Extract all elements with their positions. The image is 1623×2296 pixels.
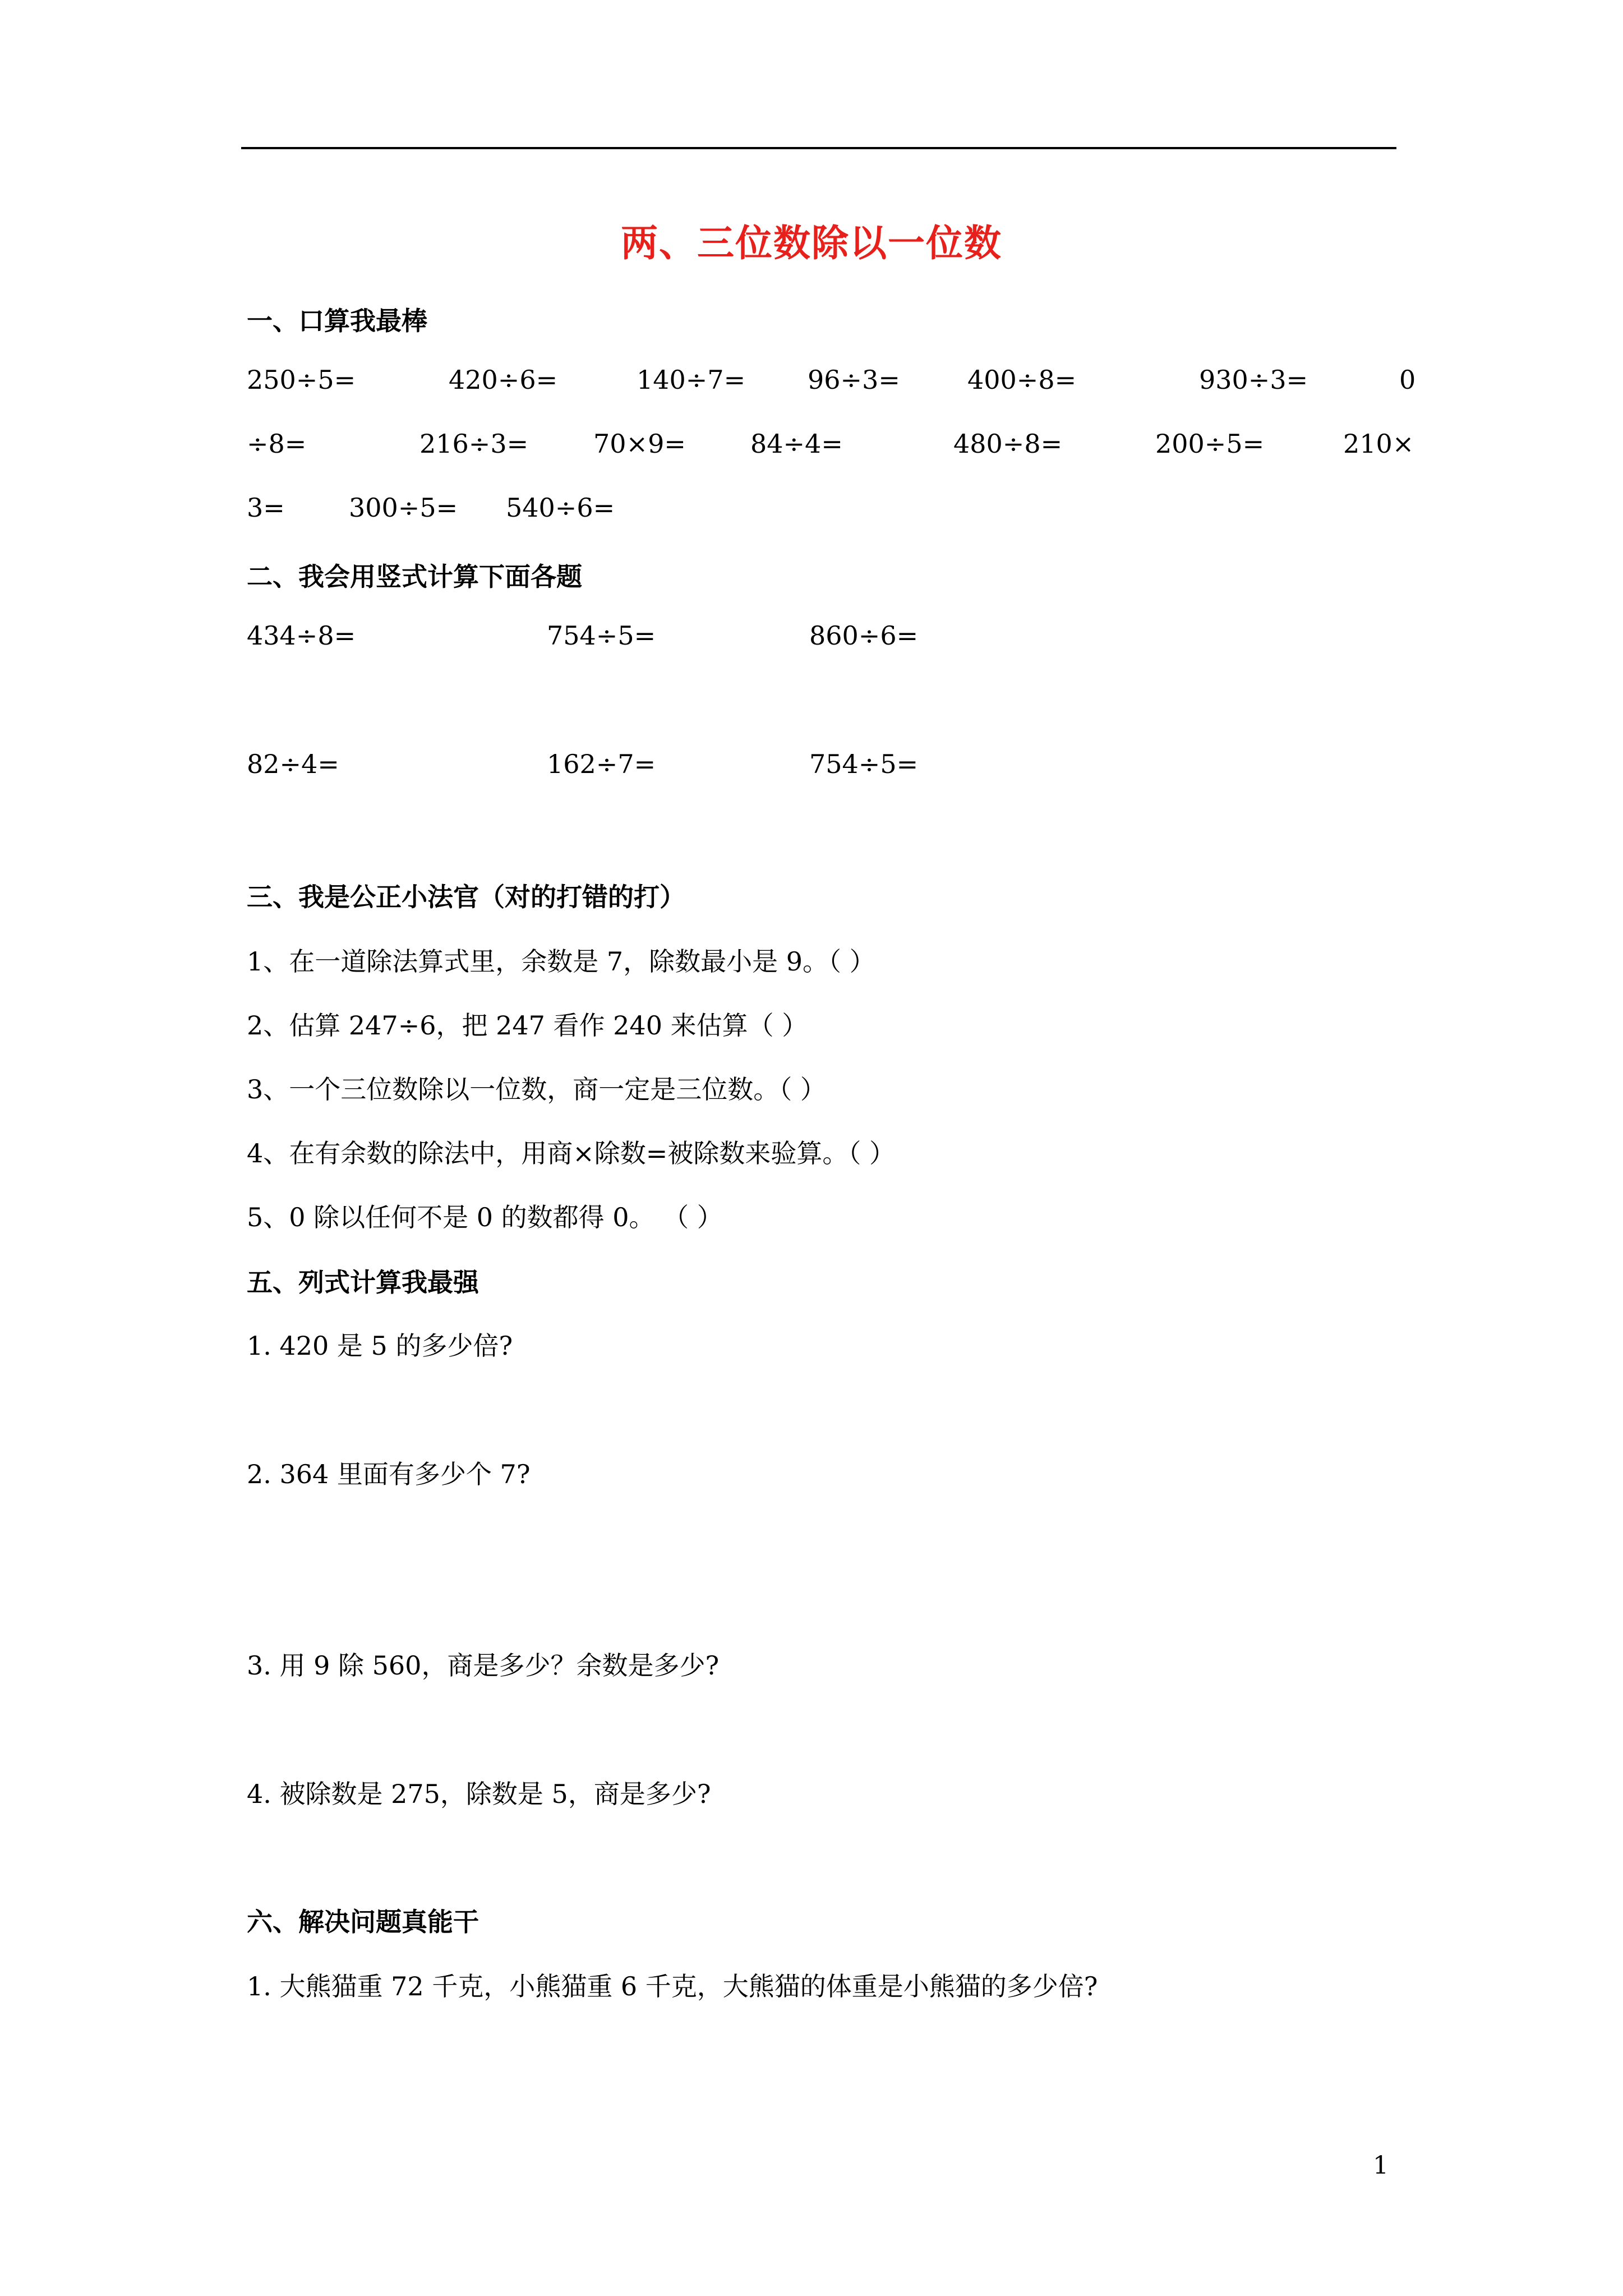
problem-text: 860÷6=: [809, 620, 919, 651]
section-heading-word-problems: 六、解决问题真能干: [247, 1907, 479, 1937]
problem-text: 162÷7=: [547, 749, 656, 779]
problem-text: 0: [1399, 365, 1416, 395]
problem-text: 400÷8=: [967, 365, 1077, 395]
equation-problem: 3. 用 9 除 560，商是多少？余数是多少?: [247, 1650, 720, 1681]
equation-problem: 1. 420 是 5 的多少倍?: [247, 1331, 513, 1361]
page-number: 1: [1373, 2151, 1389, 2180]
problem-text: 70×9=: [593, 429, 686, 459]
problem-text: 480÷8=: [953, 429, 1063, 459]
true-false-item: 5、0 除以任何不是 0 的数都得 0。 （ ）: [247, 1202, 723, 1232]
problem-text: 82÷4=: [247, 749, 339, 779]
problem-text: 300÷5=: [349, 493, 458, 523]
problem-text: 434÷8=: [247, 620, 356, 651]
problem-text: 210×: [1343, 429, 1414, 459]
true-false-item: 3、一个三位数除以一位数，商一定是三位数。（ ）: [247, 1074, 826, 1105]
true-false-item: 2、估算 247÷6，把 247 看作 240 来估算（ ）: [247, 1010, 808, 1041]
problem-text: 754÷5=: [547, 620, 656, 651]
problem-text: 96÷3=: [808, 365, 900, 395]
section-heading-judge: 三、我是公正小法官（对的打错的打）: [247, 882, 685, 912]
problem-text: 140÷7=: [637, 365, 746, 395]
problem-text: 84÷4=: [750, 429, 843, 459]
problem-text: 250÷5=: [247, 365, 356, 395]
word-problem: 1. 大熊猫重 72 千克，小熊猫重 6 千克，大熊猫的体重是小熊猫的多少倍?: [247, 1971, 1098, 2001]
page-title: 两、三位数除以一位数: [621, 221, 1002, 265]
problem-text: 754÷5=: [809, 749, 919, 779]
true-false-item: 1、在一道除法算式里，余数是 7，除数最小是 9。（ ）: [247, 946, 875, 977]
problem-text: 930÷3=: [1199, 365, 1308, 395]
problem-text: 3=: [247, 493, 285, 523]
equation-problem: 4. 被除数是 275，除数是 5，商是多少?: [247, 1779, 711, 1809]
header-rule: [241, 147, 1396, 149]
problem-text: 200÷5=: [1155, 429, 1265, 459]
section-heading-oral-calc: 一、口算我最棒: [247, 306, 427, 336]
equation-problem: 2. 364 里面有多少个 7?: [247, 1459, 531, 1489]
problem-text: 216÷3=: [419, 429, 529, 459]
section-heading-vertical-calc: 二、我会用竖式计算下面各题: [247, 562, 582, 592]
section-heading-equations: 五、列式计算我最强: [247, 1267, 479, 1297]
problem-text: 540÷6=: [506, 493, 615, 523]
problem-text: ÷8=: [247, 429, 307, 459]
problem-text: 420÷6=: [449, 365, 558, 395]
true-false-item: 4、在有余数的除法中，用商×除数=被除数来验算。（ ）: [247, 1138, 895, 1168]
